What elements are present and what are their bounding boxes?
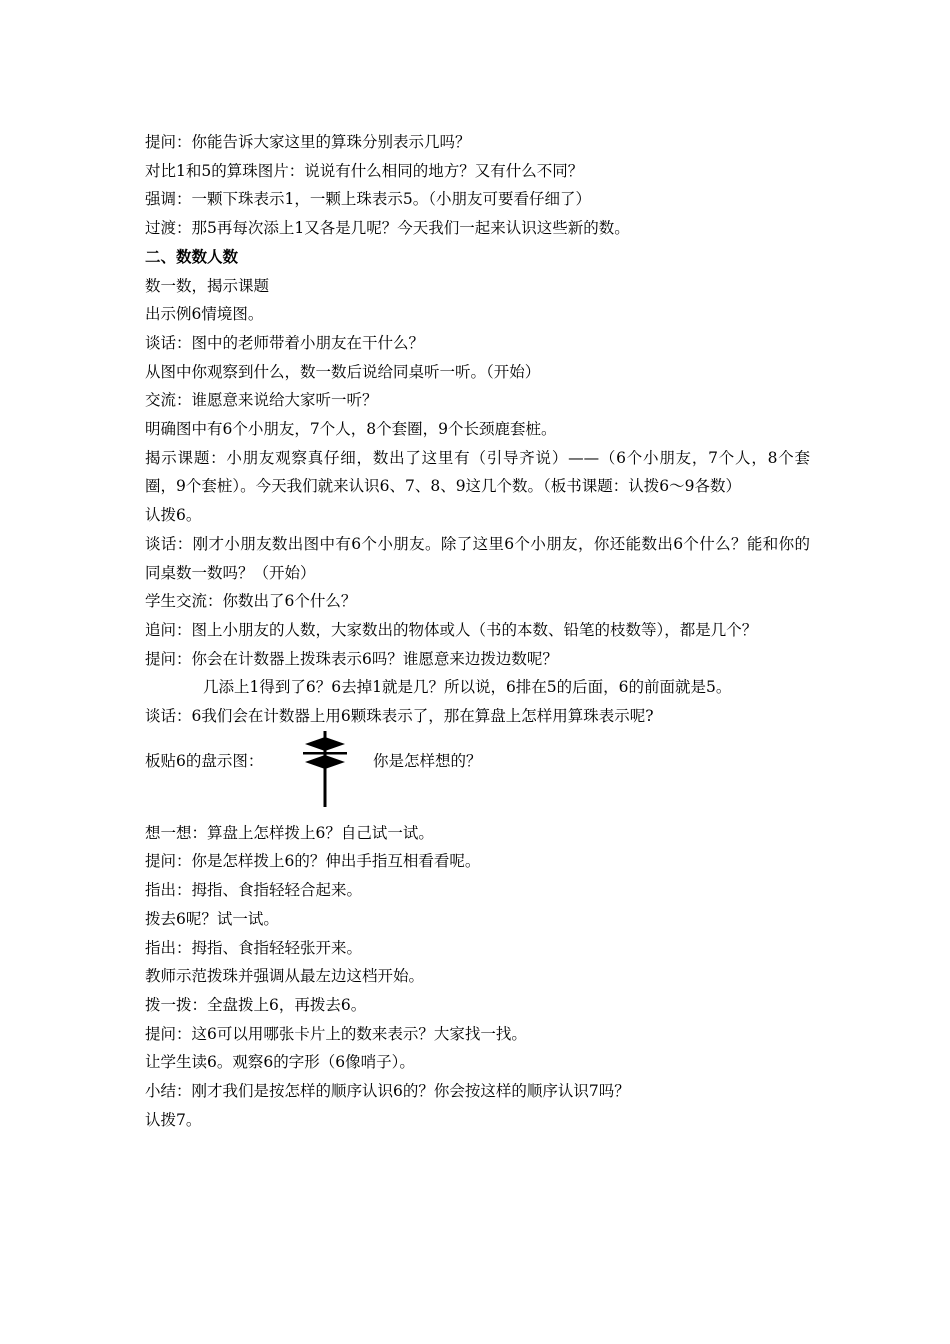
text-line: 提问：你会在计数器上拨珠表示6吗？谁愿意来边拨边数呢？ [145,649,558,668]
text-line: 提问：你是怎样拨上6的？伸出手指互相看看呢。 [145,852,481,871]
text-line: 强调：一颗下珠表示1，一颗上珠表示5。（小朋友可要看仔细了） [145,190,591,209]
paragraph-talk: 谈话：刚才小朋友数出图中有6个小朋友。除了这里6个小朋友，你还能数出6个什么？能和你的同桌数一数吗？（开始） [145,534,810,582]
text-line: 交流：谁愿意来说给大家听一听？ [145,391,378,410]
text-line: 拨一拨：全盘拨上6，再拨去6。 [145,995,367,1014]
text-line: 小结：刚才我们是按怎样的顺序认识6的？你会按这样的顺序认识7吗？ [145,1082,630,1101]
text-line: 出示例6情境图。 [145,305,264,324]
lower-bead [305,755,345,769]
text-line: 提问：这6可以用哪张卡片上的数来表示？大家找一找。 [145,1024,527,1043]
abacus-label: 板贴6的盘示图： [145,751,264,770]
text-line: 明确图中有6个小朋友，7个人，8个套圈，9个长颈鹿套桩。 [145,420,557,439]
paragraph-reveal-topic: 揭示课题：小朋友观察真仔细，数出了这里有（引导齐说）——（6个小朋友，7个人，8个套圈，9个套桩）。今天我们就来认识6、7、8、9这几个数。（板书课题：认拨6～9各数） [145,448,810,496]
abacus-row [145,731,810,819]
text-line: 认拨6。 [145,506,202,525]
text-line: 指出：拇指、食指轻轻张开来。 [145,938,363,957]
text-line: 数一数，揭示课题 [145,276,270,295]
text-line: 谈话：6我们会在计数器上用6颗珠表示了，那在算盘上怎样用算珠表示呢? [145,707,654,726]
text-line: 过渡：那5再每次添上1又各是几呢？今天我们一起来认识这些新的数。 [145,219,630,238]
section-heading: 二、数数人数 [145,247,239,266]
abacus-question: 你是怎样想的？ [373,751,482,770]
upper-bead [305,737,345,751]
text-line: 拨去6呢？试一试。 [145,909,279,928]
paragraph-add-one: 几添上1得到了6？6去掉1就是几？所以说，6排在5的后面，6的前面就是5。 [203,678,732,697]
text-line: 指出：拇指、食指轻轻合起来。 [145,881,363,900]
text-line: 提问：你能告诉大家这里的算珠分别表示几吗？ [145,133,471,151]
paragraph-follow-up: 追问：图上小朋友的人数，大家数出的物体或人（书的本数、铅笔的枝数等），都是几个？ [145,620,758,639]
text-line: 想一想：算盘上怎样拨上6？自己试一试。 [145,823,434,842]
text-line: 让学生读6。观察6的字形（6像哨子）。 [145,1053,415,1072]
abacus-rod-icon [303,731,347,811]
text-line: 学生交流：你数出了6个什么？ [145,592,357,611]
text-line: 谈话：图中的老师带着小朋友在干什么？ [145,333,425,352]
abacus-beam [303,752,347,755]
text-line: 教师示范拨珠并强调从最左边这档开始。 [145,967,425,986]
text-line: 从图中你观察到什么，数一数后说给同桌听一听。（开始） [145,362,541,381]
text-line: 对比1和5的算珠图片：说说有什么相同的地方？又有什么不同？ [145,161,584,180]
document-page [145,128,810,1135]
text-line: 认拨7。 [145,1110,202,1129]
